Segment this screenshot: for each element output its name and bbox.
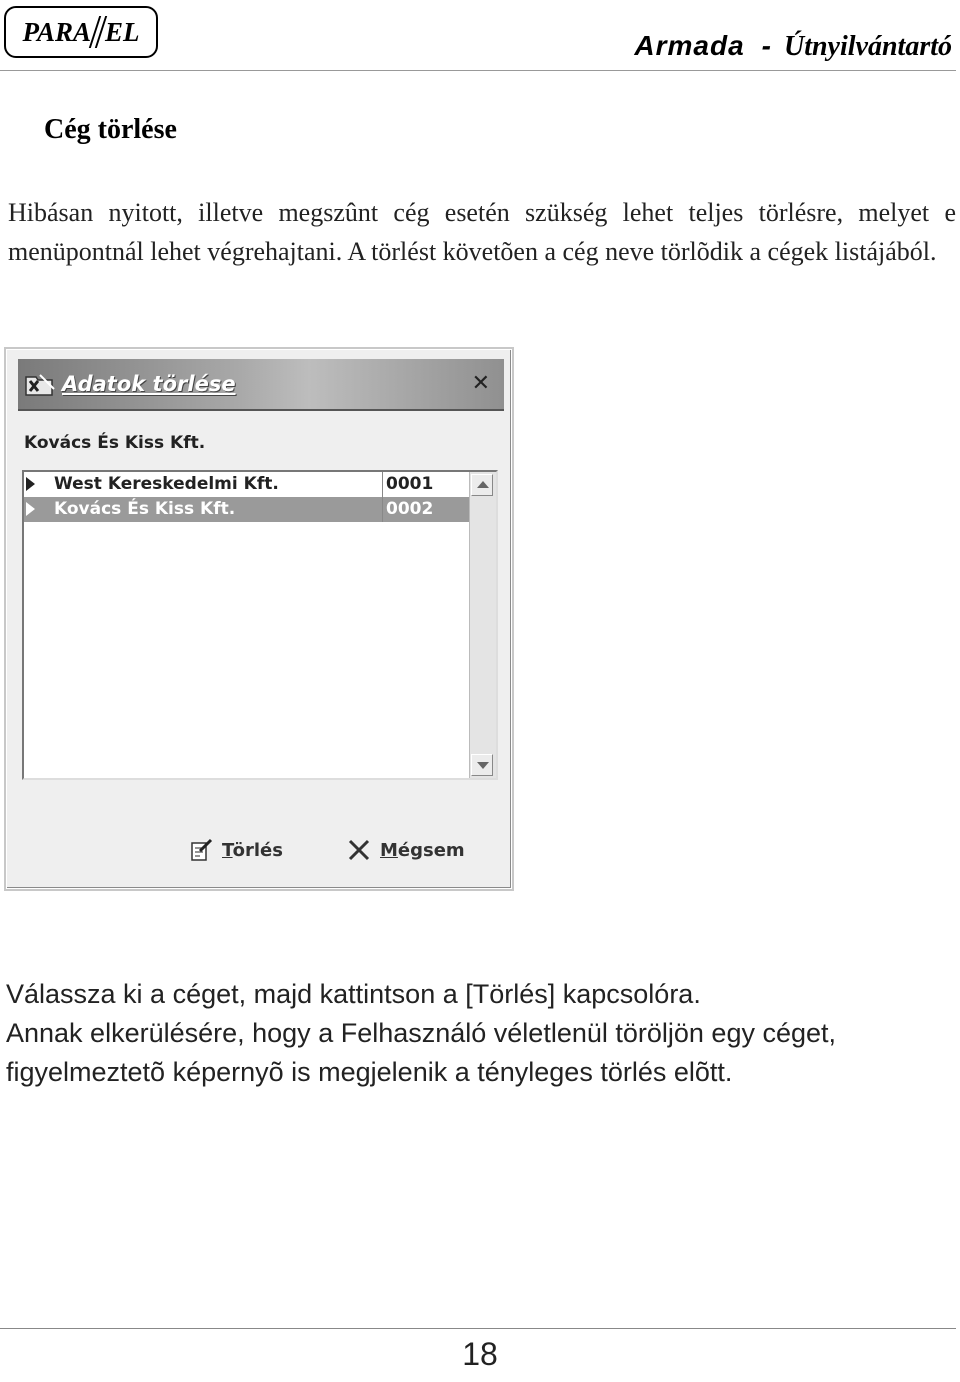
x-cancel-icon [346,837,372,863]
header-title [634,30,952,63]
section-title: Cég törlése [44,114,177,145]
logo-right-text: EL [105,16,140,47]
table-row[interactable] [24,472,470,497]
delete-button[interactable] [188,835,283,865]
row-indicator-icon [26,502,35,516]
delete-document-icon [188,837,214,863]
parallel-logo [4,6,158,58]
selected-company-label: Kovács És Kiss Kft. [24,433,206,453]
close-icon[interactable]: ✕ [471,371,490,396]
instruction-line-2: Annak elkerülésére, hogy a Felhasználó véletlenül töröljön egy céget, figyelmeztetõ képernyõ is megjelenik a tényleges törlés elõtt. [6,1018,837,1087]
scroll-down-button[interactable] [471,754,493,776]
product-subtitle: Útnyilvántartó [783,31,952,62]
cancel-button[interactable] [346,835,465,865]
instruction-line-1: Válassza ki a céget, majd kattintson a [Törlés] kapcsolóra. [6,979,701,1009]
dialog-titlebar[interactable] [18,359,504,411]
logo-left-text: PARA [22,16,91,47]
company-name-cell: Kovács És Kiss Kft. [54,499,236,519]
column-divider [382,497,383,522]
instruction-paragraph [6,975,958,1092]
company-code-cell: 0001 [386,474,434,494]
company-name-cell: West Kereskedelmi Kft. [54,474,279,494]
delete-label-rest: örlés [232,839,283,861]
delete-mnemonic: T [222,839,233,861]
arrow-up-icon [477,481,489,488]
row-indicator-icon [26,477,35,491]
vertical-scrollbar[interactable] [469,472,496,778]
delete-folder-icon [24,371,56,397]
cancel-mnemonic: M [380,839,398,861]
column-divider [382,472,383,497]
header-divider [0,70,956,71]
logo-slashes [92,16,104,48]
company-code-cell: 0002 [386,499,434,519]
header-separator: - [761,30,771,61]
delete-data-dialog [4,347,514,891]
page-number: 18 [462,1336,498,1372]
table-row[interactable] [24,497,470,522]
footer-divider [0,1328,956,1329]
company-grid[interactable] [22,470,498,780]
cancel-label-rest: égsem [397,839,465,861]
scroll-up-button[interactable] [471,474,493,496]
product-name: Armada [634,30,745,61]
intro-paragraph: Hibásan nyitott, illetve megszûnt cég esetén szükség lehet teljes törlésre, melyet e menüpontnál lehet végrehajtani. A törlést követõen a cég neve törlõdik a cégek listájából. [8,198,956,266]
dialog-title: Adatok törlése [62,372,236,396]
page-header [0,0,960,72]
arrow-down-icon [477,762,489,769]
